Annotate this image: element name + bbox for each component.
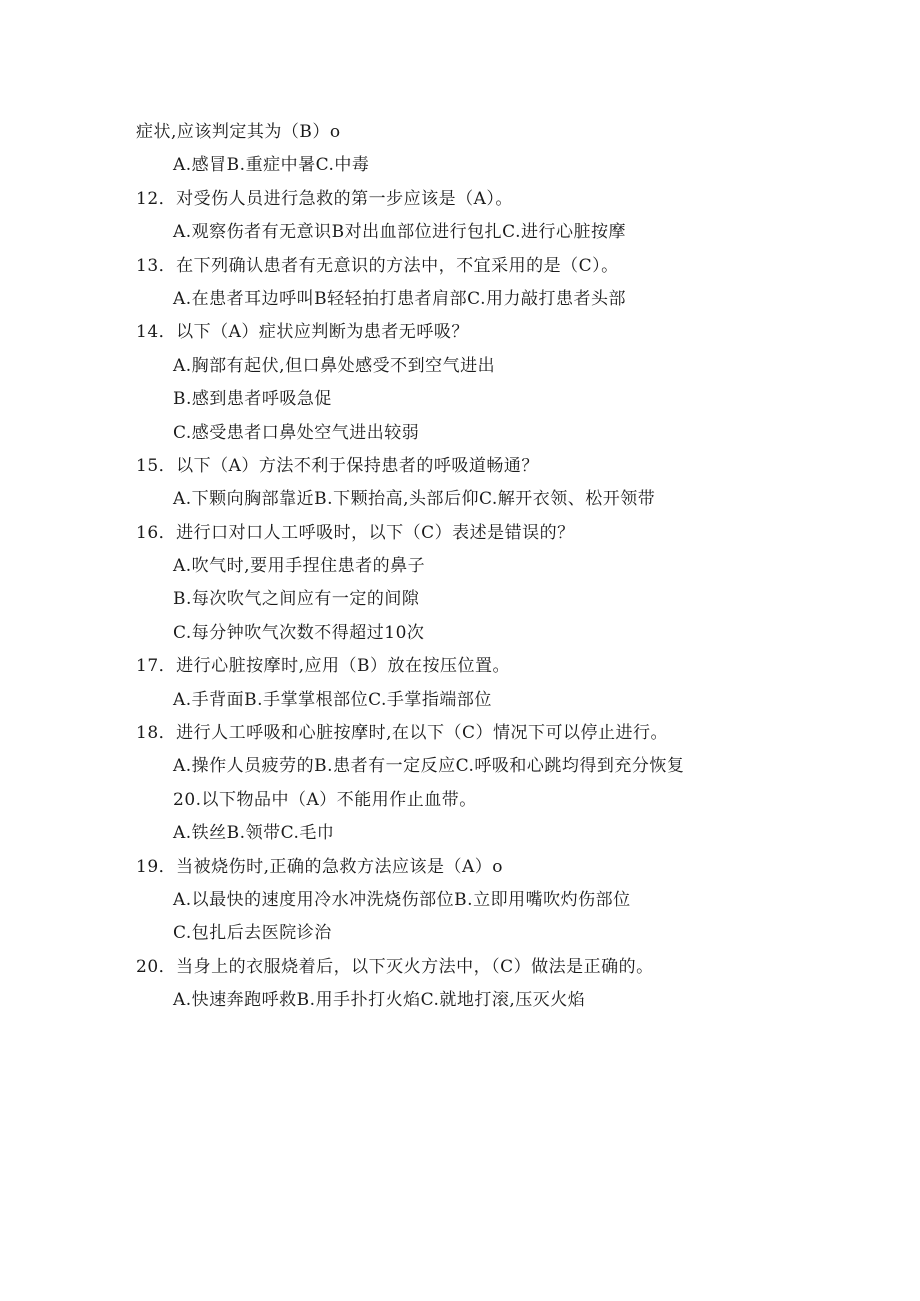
question-20-inline: 20.以下物品中（A）不能用作止血带。 (173, 789, 477, 810)
answer-option-b: B.感到患者呼吸急促 (173, 389, 332, 410)
question-12: 12．对受伤人员进行急救的第一步应该是（A）。 (136, 188, 513, 209)
answer-option-a: A.吹气时,要用手捏住患者的鼻子 (173, 556, 426, 577)
answer-options: A.以最快的速度用冷水冲洗烧伤部位B.立即用嘴吹灼伤部位 (173, 889, 631, 910)
question-17: 17．进行心脏按摩时,应用（B）放在按压位置。 (136, 656, 511, 677)
question-19: 19．当被烧伤时,正确的急救方法应该是（A）o (136, 856, 504, 877)
answer-options: A.在患者耳边呼叫B轻轻拍打患者肩部C.用力敲打患者头部 (173, 288, 626, 309)
answer-option-b: B.每次吹气之间应有一定的间隙 (173, 589, 420, 610)
answer-options: A.手背面B.手掌掌根部位C.手掌指端部位 (173, 689, 492, 710)
answer-options: A.操作人员疲劳的B.患者有一定反应C.呼吸和心跳均得到充分恢复 (173, 756, 685, 777)
question-16: 16．进行口对口人工呼吸时，以下（C）表述是错误的？ (136, 522, 575, 543)
question-13: 13．在下列确认患者有无意识的方法中，不宜采用的是（C）。 (136, 255, 619, 276)
document-body (136, 116, 836, 1018)
question-14: 14．以下（A）症状应判断为患者无呼吸？ (136, 322, 469, 343)
question-text: 症状,应该判定其为（B）o (136, 122, 341, 142)
answer-options: A.快速奔跑呼救B.用手扑打火焰C.就地打滚,压灭火焰 (173, 990, 586, 1011)
answer-option-c: C.每分钟吹气次数不得超过10次 (173, 622, 425, 643)
question-18: 18．进行人工呼吸和心脏按摩时,在以下（C）情况下可以停止进行。 (136, 723, 669, 744)
answer-option-c: C.感受患者口鼻处空气进出较弱 (173, 422, 420, 443)
answer-options: A.下颗向胸部靠近B.下颗抬高,头部后仰C.解开衣领、松开领带 (173, 489, 656, 510)
answer-options: A.感冒B.重症中暑C.中毒 (173, 155, 370, 176)
answer-option-c: C.包扎后去医院诊治 (173, 923, 332, 944)
question-15: 15．以下（A）方法不利于保持患者的呼吸道畅通？ (136, 455, 539, 476)
answer-options: A.铁丝B.领带C.毛巾 (173, 823, 335, 844)
answer-option-a: A.胸部有起伏,但口鼻处感受不到空气进出 (173, 355, 496, 376)
question-20: 20．当身上的衣服烧着后，以下灭火方法中，（C）做法是正确的。 (136, 956, 654, 977)
answer-options: A.观察伤者有无意识B对出血部位进行包扎C.进行心脏按摩 (173, 222, 626, 243)
